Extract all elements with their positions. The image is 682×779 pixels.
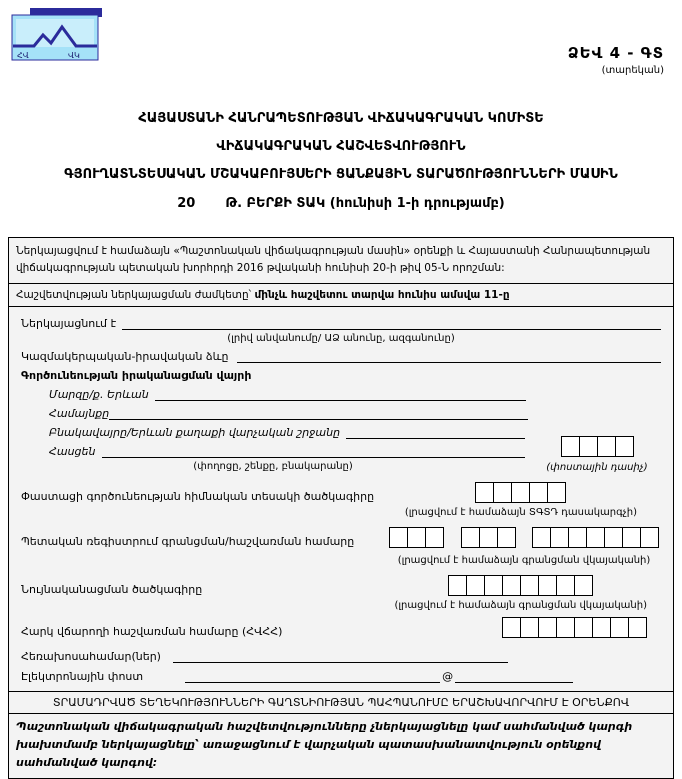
title-report: ՎԻՃԱԿԱԳՐԱԿԱՆ ՀԱՇՎԵՏՎՈՒԹՅՈՒՆ — [216, 139, 466, 154]
digit-cell[interactable] — [615, 436, 634, 457]
digit-cell[interactable] — [556, 617, 575, 638]
org-legal-row — [21, 350, 661, 363]
legal-basis-text: Ներկայացվում է համաձայն «Պաշտոնական վիճակագրության մասին» օրենքի և Հայաստանի Հանրապետության վիճակագրության պետական խորհրդի 2016 թվականի հունիսի 20-ի թիվ 05-Ն որոշման: — [16, 245, 651, 274]
id-code-column — [394, 575, 647, 611]
activity-code-column — [405, 482, 637, 518]
digit-cell[interactable] — [502, 575, 521, 596]
digit-cell[interactable] — [574, 617, 593, 638]
digit-cell[interactable] — [511, 482, 530, 503]
address-input[interactable] — [102, 445, 526, 458]
deadline-box — [8, 283, 674, 307]
digit-cell[interactable] — [529, 482, 548, 503]
digit-cell[interactable] — [479, 527, 498, 548]
email-at-symbol: @ — [442, 669, 454, 683]
requisites-box — [8, 306, 674, 692]
deadline-prefix: Հաշվետվության ներկայացման ժամկետը՝ — [16, 288, 255, 301]
phone-row — [21, 650, 661, 663]
activity-code-label: Փաստացի գործունեության հիմնական տեսակի ծածկագիրը — [21, 489, 375, 503]
address-row — [21, 445, 525, 458]
digit-cell[interactable] — [640, 527, 659, 548]
phone-input[interactable] — [173, 650, 508, 663]
digit-cell[interactable] — [586, 527, 605, 548]
digit-cell[interactable] — [550, 527, 569, 548]
org-legal-label: Կազմակերպական-իրավական ձևը — [21, 349, 229, 363]
digit-cell[interactable] — [597, 436, 616, 457]
id-code-label: Նույնականացման ծածկագիրը — [21, 582, 203, 596]
legal-basis-box — [8, 237, 674, 284]
postal-code-hint: (փոստային դասիչ) — [546, 461, 648, 473]
phone-label: Հեռախոսահամար(ներ) — [21, 649, 161, 663]
activity-code-cells[interactable] — [475, 482, 566, 503]
digit-cell[interactable] — [532, 527, 551, 548]
settlement-input[interactable] — [346, 426, 525, 439]
email-row — [21, 670, 661, 683]
register-cells-group-3[interactable] — [532, 527, 659, 548]
year-suffix: Թ. ԲԵՐՔԻ ՏԱԿ (հունիսի 1-ի դրությամբ) — [225, 196, 505, 211]
digit-cell[interactable] — [592, 617, 611, 638]
digit-cell[interactable] — [610, 617, 629, 638]
digit-cell[interactable] — [628, 617, 647, 638]
digit-cell[interactable] — [579, 436, 598, 457]
digit-cell[interactable] — [475, 482, 494, 503]
register-number-label: Պետական ռեգիստրում գրանցման/հաշվառման համարը — [21, 534, 355, 548]
title-committee: ՀԱՅԱՍՏԱՆԻ ՀԱՆՐԱՊԵՏՈՒԹՅԱՆ ՎԻՃԱԿԱԳՐԱԿԱՆ ԿՈՄԻՏԵ — [138, 111, 544, 126]
digit-cell[interactable] — [538, 617, 557, 638]
tin-cells[interactable] — [502, 617, 647, 638]
tin-label: Հարկ վճարողի հաշվառման համարը (ՀՎՀՀ) — [21, 624, 283, 638]
region-input[interactable] — [155, 388, 526, 401]
register-cells-group-2[interactable] — [461, 527, 516, 548]
year-prefix: 20 — [177, 196, 196, 211]
digit-cell[interactable] — [493, 482, 512, 503]
community-label: Համայնքը — [49, 406, 110, 420]
register-cells-group-1[interactable] — [389, 527, 444, 548]
id-code-row — [21, 575, 661, 611]
address-block — [21, 426, 661, 473]
digit-cell[interactable] — [461, 527, 480, 548]
activity-code-hint: (լրացվում է համաձայն ՏԳՏԴ դասակարգչի) — [404, 506, 637, 518]
title-year-line — [0, 196, 682, 211]
titles-block — [0, 112, 682, 211]
form-code: ՁԵՎ 4 - ԳՏ — [567, 44, 664, 62]
armstat-logo-icon — [10, 8, 102, 62]
postal-code-column — [533, 426, 661, 473]
digit-cell[interactable] — [407, 527, 426, 548]
deadline-bold: մինչև հաշվետու տարվա հունիս ամսվա 11-ը — [254, 288, 510, 301]
id-code-cells[interactable] — [448, 575, 593, 596]
settlement-label: Բնակավայրը/Երևան քաղաքի վարչական շրջանը — [49, 425, 341, 439]
digit-cell[interactable] — [604, 527, 623, 548]
id-code-hint: (լրացվում է համաձայն գրանցման վկայականի) — [394, 599, 647, 611]
digit-cell[interactable] — [466, 575, 485, 596]
region-label: Մարզը/ք. Երևան — [49, 387, 149, 401]
register-number-row — [21, 527, 661, 566]
digit-cell[interactable] — [561, 436, 580, 457]
postal-code-cells[interactable] — [561, 436, 634, 457]
page-header — [0, 0, 682, 96]
digit-cell[interactable] — [556, 575, 575, 596]
activity-code-row — [21, 482, 661, 518]
digit-cell[interactable] — [484, 575, 503, 596]
presented-by-input[interactable] — [122, 317, 661, 330]
community-row — [21, 407, 528, 420]
org-legal-input[interactable] — [237, 350, 662, 363]
digit-cell[interactable] — [448, 575, 467, 596]
confidentiality-box: ՏՐԱՄԱԴՐՎԱԾ ՏԵՂԵԿՈՒԹՅՈՒՆՆԵՐԻ ԳԱՂՏՆԻՈՒԹՅԱՆ ՊԱՀՊԱՆՈՒՄԸ ԵՐԱՇԽԱՎՈՐՎՈՒՄ Է ՕՐԵՆՔՈՎ — [8, 691, 674, 714]
settlement-row — [21, 426, 525, 439]
email-domain-input[interactable] — [455, 670, 573, 683]
address-left-column — [21, 426, 525, 473]
digit-cell[interactable] — [568, 527, 587, 548]
community-input[interactable] — [109, 407, 528, 420]
presented-by-hint: (լրիվ անվանումը/ ԱՁ անունը, ազգանունը) — [227, 332, 455, 344]
tin-column — [502, 617, 647, 638]
register-number-hint: (լրացվում է համաձայն գրանցման վկայականի) — [397, 554, 651, 566]
presented-by-row — [21, 317, 661, 330]
region-row — [21, 388, 526, 401]
digit-cell[interactable] — [497, 527, 516, 548]
digit-cell[interactable] — [502, 617, 521, 638]
digit-cell[interactable] — [520, 617, 539, 638]
form-code-block — [568, 44, 668, 96]
tin-row — [21, 617, 661, 638]
logo-right-letters: ՎԿ — [68, 51, 80, 60]
armstat-logo-graphic — [10, 8, 102, 62]
digit-cell[interactable] — [574, 575, 593, 596]
digit-cell[interactable] — [389, 527, 408, 548]
warning-box: Պաշտոնական վիճակագրական հաշվետվությունները չներկայացնելը կամ սահմանված կարգի խախտմամբ ներկայացնելը՝ առաջացնում է վարչական պատասխանատվություն օրենքով սահմանված կարգով: — [8, 713, 674, 779]
form-periodicity: (տարեկան) — [601, 65, 664, 76]
email-label: Էլեկտրոնային փոստ — [21, 669, 144, 683]
title-subject: ԳՅՈՒՂԱՏՆՏԵՍԱԿԱՆ ՄՇԱԿԱԲՈՒՅՍԵՐԻ ՑԱՆՔԱՅԻՆ ՏԱՐԱԾՈՒԹՅՈՒՆՆԵՐԻ ՄԱՍԻՆ — [64, 167, 618, 182]
register-cell-groups — [389, 527, 659, 551]
digit-cell[interactable] — [622, 527, 641, 548]
digit-cell[interactable] — [425, 527, 444, 548]
digit-cell[interactable] — [547, 482, 566, 503]
digit-cell[interactable] — [538, 575, 557, 596]
form-body — [8, 237, 674, 779]
digit-cell[interactable] — [520, 575, 539, 596]
address-hint: (փողոցը, շենքը, բնակարանը) — [193, 460, 353, 472]
presented-by-label: Ներկայացնում է — [21, 316, 117, 330]
activity-location-label: Գործունեության իրականացման վայրի — [21, 368, 252, 382]
address-label: Հասցեն — [49, 444, 96, 458]
register-number-column — [389, 527, 659, 566]
logo-left-letters: ՀՎ — [17, 51, 29, 60]
email-local-input[interactable] — [185, 670, 440, 683]
